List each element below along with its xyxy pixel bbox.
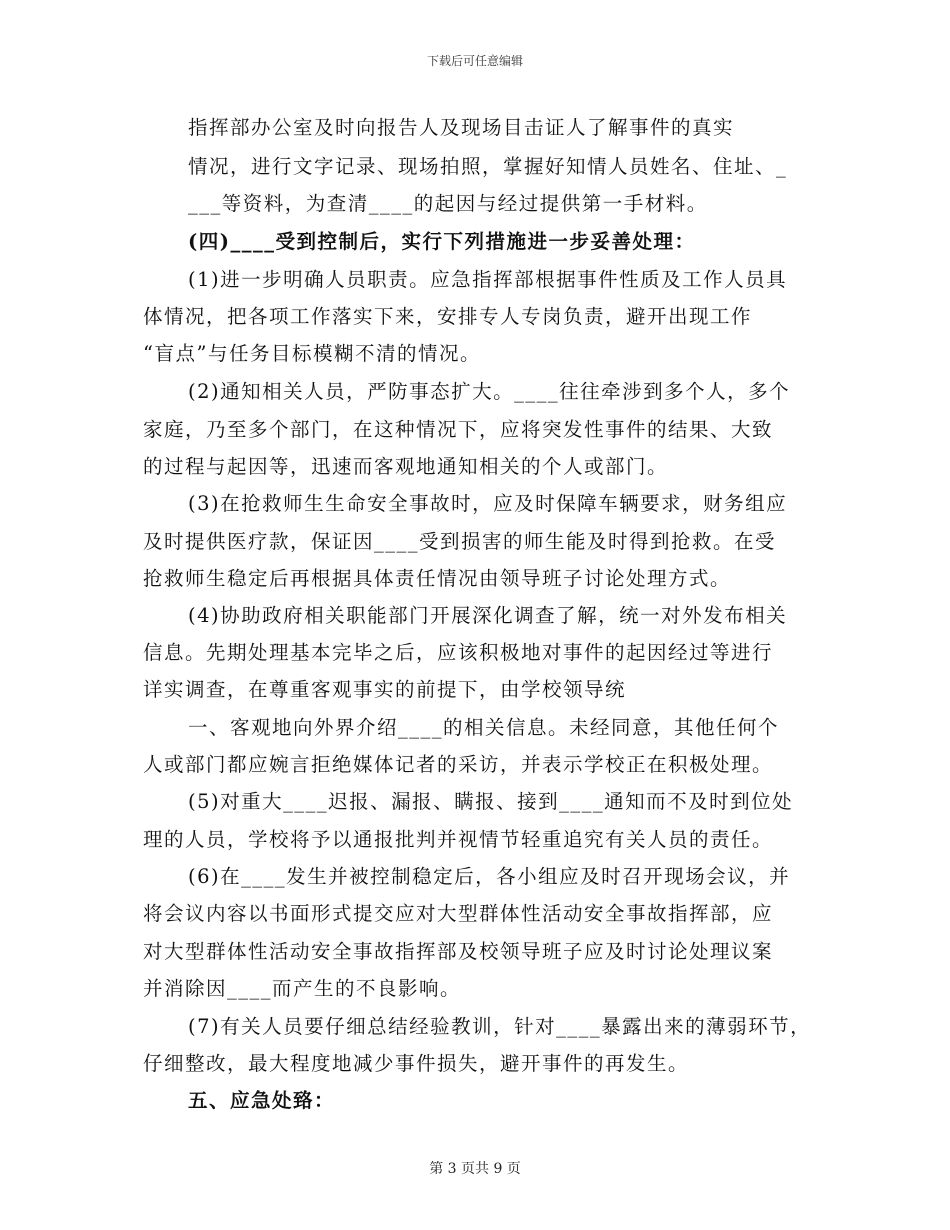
text-line: 抢救师生稳定后再根据具体责任情况由领导班子讨论处理方式。 bbox=[143, 567, 732, 590]
page-footer: 第 3 页共 9 页 bbox=[429, 1161, 521, 1177]
text-line: (3)在抢救师生生命安全事故时，应及时保障车辆要求，财务组应 bbox=[188, 492, 788, 515]
text-line: (7)有关人员要仔细总结经验教训，针对____暴露出来的薄弱环节， bbox=[188, 1015, 812, 1038]
text-line: 仔细整改，最大程度地减少事件损失，避开事件的再发生。 bbox=[143, 1052, 690, 1075]
text-line: (2)通知相关人员，严防事态扩大。____往往牵涉到多个人，多个 bbox=[188, 380, 791, 403]
text-line: 及时提供医疗款，保证因____受到损害的师生能及时得到抢救。在受 bbox=[143, 530, 777, 553]
text-line: (四)____受到控制后，实行下列措施进一步妥善处理： bbox=[188, 230, 696, 253]
text-line: 信息。先期处理基本完毕之后，应该积极地对事件的起因经过等进行 bbox=[143, 641, 774, 664]
text-line: (1)进一步明确人员职责。应急指挥部根据事件性质及工作人员具 bbox=[188, 268, 788, 291]
text-line: “盲点”与任务目标模糊不清的情况。 bbox=[143, 342, 481, 365]
text-line: 人或部门都应婉言拒绝媒体记者的采访，并表示学校正在积极处理。 bbox=[143, 753, 774, 776]
text-line: 的过程与起因等，迅速而客观地通知相关的个人或部门。 bbox=[143, 455, 669, 478]
text-line: 理的人员，学校将予以通报批判并视情节轻重追究有关人员的责任。 bbox=[143, 828, 774, 851]
text-line: 一、客观地向外界介绍____的相关信息。未经同意，其他任何个 bbox=[188, 716, 780, 739]
text-line: 指挥部办公室及时向报告人及现场目击证人了解事件的真实 bbox=[188, 116, 735, 139]
text-line: 并消除因____而产生的不良影响。 bbox=[143, 977, 462, 1000]
text-line: 家庭，乃至多个部门，在这种情况下，应将突发性事件的结果、大致 bbox=[143, 418, 774, 441]
page-header: 下载后可任意编辑 bbox=[426, 54, 523, 68]
text-line: (4)协助政府相关职能部门开展深化调查了解，统一对外发布相关 bbox=[188, 604, 788, 627]
text-line: ___等资料，为查清____的起因与经过提供第一手材料。 bbox=[188, 192, 708, 215]
text-line: 详实调查，在尊重客观事实的前提下，由学校领导统 bbox=[143, 678, 627, 701]
text-line: (6)在____发生并被控制稳定后，各小组应及时召开现场会议，并 bbox=[188, 865, 791, 888]
text-line: 情况，进行文字记录、现场拍照，掌握好知情人员姓名、住址、_ bbox=[188, 155, 788, 178]
text-line: (5)对重大____迟报、漏报、瞒报、接到____通知而不及时到位处 bbox=[188, 790, 794, 813]
text-line: 将会议内容以书面形式提交应对大型群体性活动安全事故指挥部，应 bbox=[143, 902, 774, 925]
text-line: 体情况，把各项工作落实下来，安排专人专岗负责，避开出现工作 bbox=[143, 305, 753, 328]
text-line: 对大型群体性活动安全事故指挥部及校领导班子应及时讨论处理议案 bbox=[143, 940, 774, 963]
text-line: 五、应急处臵： bbox=[188, 1089, 336, 1112]
